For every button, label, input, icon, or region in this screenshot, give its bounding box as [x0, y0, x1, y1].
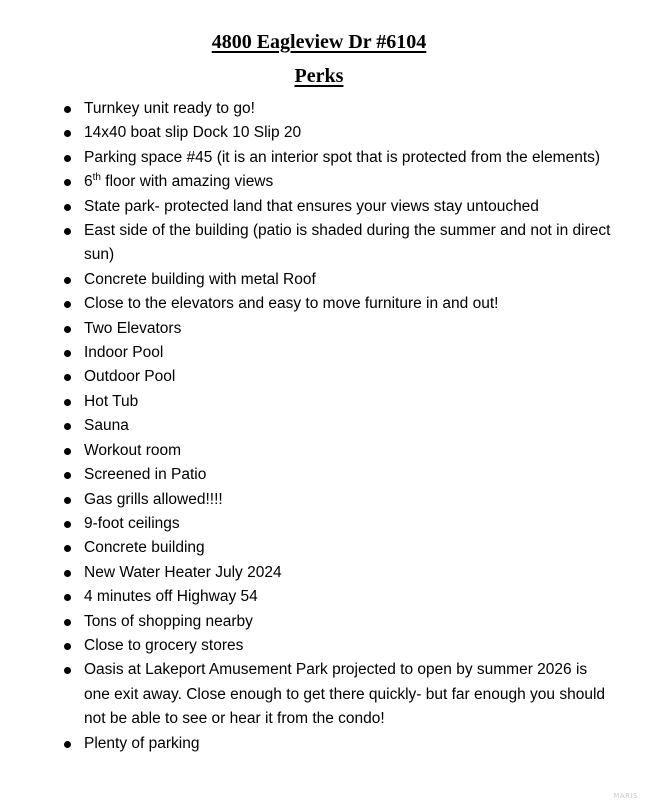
bullet-icon — [64, 741, 71, 748]
list-item — [55, 536, 615, 560]
list-item-text-part: floor with amazing views — [100, 173, 274, 191]
list-item — [55, 439, 615, 463]
list-item-text: Concrete building with metal Roof — [84, 270, 316, 288]
ordinal-suffix: th — [92, 172, 101, 184]
list-item — [55, 414, 615, 438]
list-item-text: Parking space #45 (it is an interior spot that is protected from the elements) — [84, 148, 601, 166]
perks-list — [55, 97, 615, 756]
bullet-icon — [64, 497, 71, 504]
list-item-text: Turnkey unit ready to go! — [84, 100, 255, 117]
list-item — [55, 219, 615, 268]
list-item — [55, 658, 615, 731]
list-item-text: 14x40 boat slip Dock 10 Slip 20 — [84, 124, 302, 142]
list-item — [55, 634, 615, 658]
list-item-text: New Water Heater July 2024 — [84, 563, 282, 581]
document-title: 4800 Eagleview Dr #6104 — [211, 31, 427, 53]
list-item — [55, 97, 615, 121]
list-item — [55, 146, 615, 170]
list-item — [55, 170, 615, 194]
list-item-text: Oasis at Lakeport Amusement Park projected to open by summer 2026 is one exit away. Close enough to get there quickly- but far enough you should not be able to see or hear it from the condo! — [84, 661, 606, 728]
bullet-icon — [64, 545, 71, 552]
list-item-text: 4 minutes off Highway 54 — [84, 588, 258, 606]
list-item-text: Workout room — [84, 441, 182, 459]
list-item — [55, 317, 615, 341]
list-item-text: Tons of shopping nearby — [84, 612, 253, 630]
list-item-text: Two Elevators — [84, 319, 182, 337]
list-item-text: Screened in Patio — [84, 466, 207, 484]
list-item — [55, 488, 615, 512]
list-item — [55, 121, 615, 145]
bullet-icon — [64, 643, 71, 650]
list-item — [55, 732, 615, 756]
list-item-text: Indoor Pool — [84, 344, 164, 362]
list-item — [55, 195, 615, 219]
bullet-icon — [64, 570, 71, 577]
bullet-icon — [64, 472, 71, 479]
bullet-icon — [64, 179, 71, 186]
list-item — [55, 365, 615, 389]
list-item — [55, 610, 615, 634]
list-item — [55, 292, 615, 316]
bullet-icon — [64, 350, 71, 357]
bullet-icon — [64, 619, 71, 626]
list-item — [55, 512, 615, 536]
list-item-text: State park- protected land that ensures your views stay untouched — [84, 197, 539, 215]
bullet-icon — [64, 106, 71, 113]
list-item-text: Close to the elevators and easy to move furniture in and out! — [84, 295, 499, 313]
list-item-text: East side of the building (patio is shaded during the summer and not in direct sun) — [84, 222, 611, 264]
bullet-icon — [64, 399, 71, 406]
bullet-icon — [64, 423, 71, 430]
bullet-icon — [64, 594, 71, 601]
list-item-text: Gas grills allowed!!!! — [84, 490, 223, 508]
bullet-icon — [64, 326, 71, 333]
bullet-icon — [64, 521, 71, 528]
bullet-icon — [64, 448, 71, 455]
bullet-icon — [64, 374, 71, 381]
watermark: MARIS — [613, 792, 638, 800]
section-heading: Perks — [294, 65, 344, 87]
list-item — [55, 390, 615, 414]
list-item-text: Sauna — [84, 417, 129, 435]
bullet-icon — [64, 130, 71, 137]
bullet-icon — [64, 301, 71, 308]
bullet-icon — [64, 204, 71, 211]
list-item — [55, 341, 615, 365]
list-item-text: Hot Tub — [84, 392, 139, 410]
list-item-text-part: 6 — [84, 173, 93, 191]
list-item-text — [84, 173, 273, 190]
list-item — [55, 268, 615, 292]
bullet-icon — [64, 155, 71, 162]
list-item-text: Plenty of parking — [84, 734, 200, 752]
bullet-icon — [64, 228, 71, 235]
list-item — [55, 585, 615, 609]
list-item — [55, 463, 615, 487]
list-item-text: Concrete building — [84, 539, 205, 557]
bullet-icon — [64, 667, 71, 674]
list-item-text: 9-foot ceilings — [84, 514, 180, 532]
bullet-icon — [64, 277, 71, 284]
list-item-text: Outdoor Pool — [84, 368, 176, 386]
list-item-text: Close to grocery stores — [84, 636, 244, 654]
list-item — [55, 561, 615, 585]
